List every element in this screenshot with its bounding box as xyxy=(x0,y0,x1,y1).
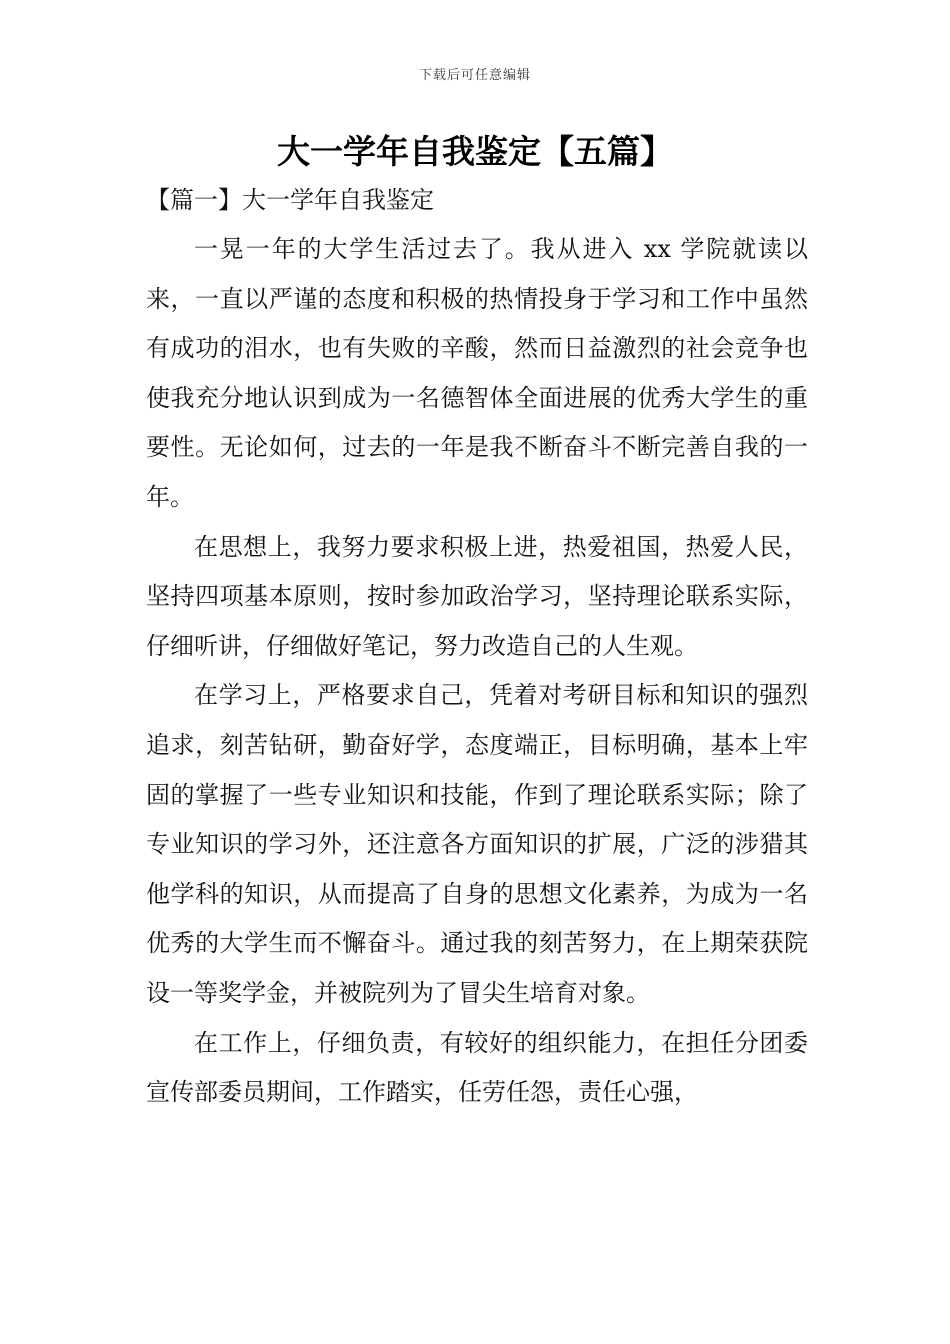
document-title: 大一学年自我鉴定【五篇】 xyxy=(277,132,673,171)
paragraph-3: 在学习上，严格要求自己，凭着对考研目标和知识的强烈追求，刻苦钻研，勤奋好学，态度端正，目标明确，基本上牢固的掌握了一些专业知识和技能，作到了理论联系实际；除了专业知识的学习外，还注意各方面知识的扩展，广泛的涉猎其他学科的知识，从而提高了自身的思想文化素养，为成为一名优秀的大学生而不懈奋斗。通过我的刻苦努力，在上期荣获院设一等奖学金，并被院列为了冒尖生培育对象。 xyxy=(146,681,808,1007)
section-heading: 【篇一】大一学年自我鉴定 xyxy=(146,186,434,214)
paragraph-4: 在工作上，仔细负责，有较好的组织能力，在担任分团委宣传部委员期间，工作踏实，任劳任怨，责任心强， xyxy=(146,1028,808,1107)
paragraph-2: 在思想上，我努力要求积极上进，热爱祖国，热爱人民，坚持四项基本原则，按时参加政治学习，坚持理论联系实际，仔细听讲，仔细做好笔记，努力改造自己的人生观。 xyxy=(146,532,808,660)
header-note: 下载后可任意编辑 xyxy=(418,68,531,83)
document-body xyxy=(146,225,808,1118)
paragraph-1: 一晃一年的大学生活过去了。我从进入 xx 学院就读以来，一直以严谨的态度和积极的热情投身于学习和工作中虽然有成功的泪水，也有失败的辛酸，然而日益激烈的社会竞争也使我充分地认识到成为一名德智体全面进展的优秀大学生的重要性。无论如何，过去的一年是我不断奋斗不断完善自我的一年。 xyxy=(146,235,808,511)
